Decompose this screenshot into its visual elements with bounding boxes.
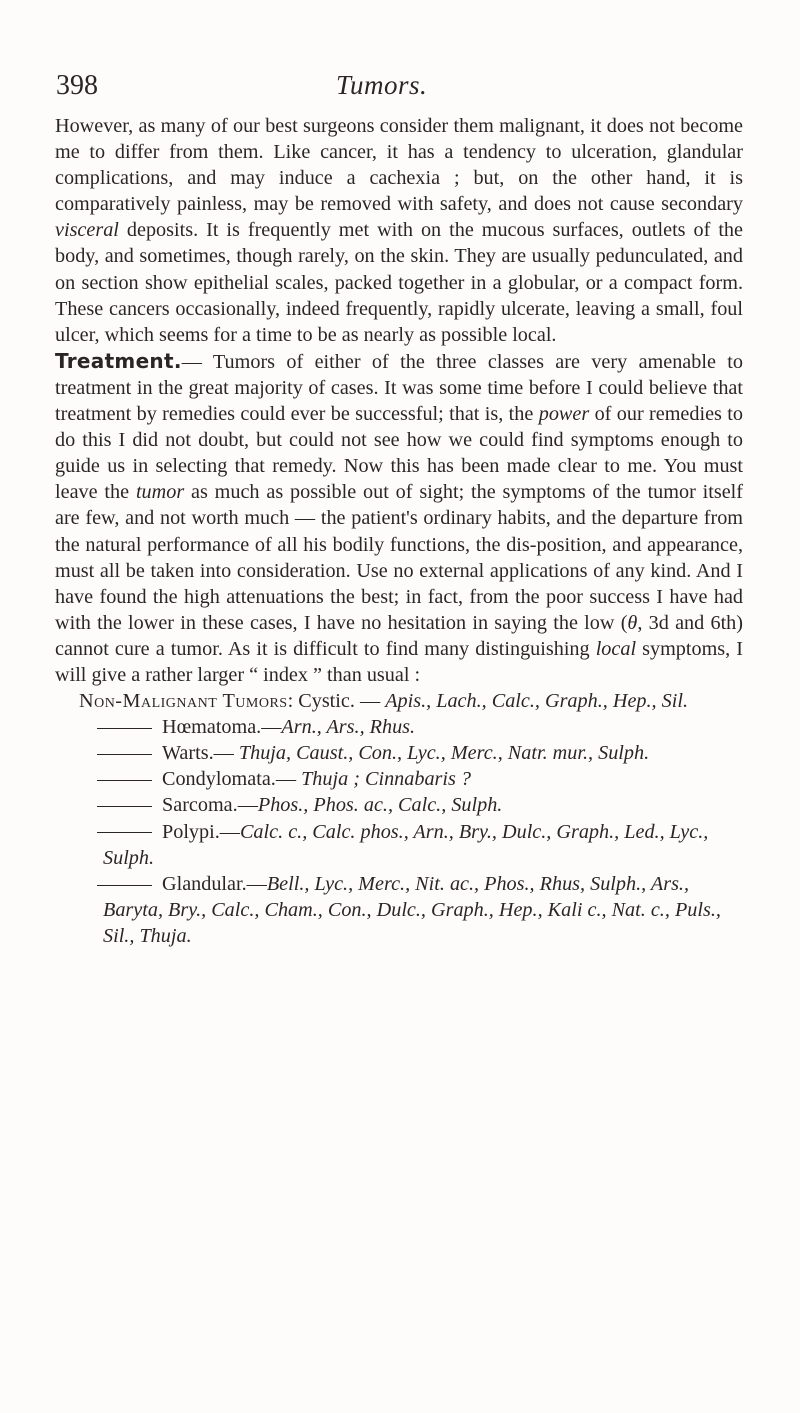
index-entry: Glandular.—Bell., Lyc., Merc., Nit. ac., Phos., Rhus, Sulph., Ars., Baryta, Bry., Calc., Cham., Con., Dulc., Graph., Hep., Kali c., Nat. c., Puls., Sil., Thuja. [55,871,743,949]
page-header [0,70,800,110]
paragraph-treatment: Treatment.— Tumors of either of the three classes are very amenable to treatment in the great majority of cases. It was some time before I could believe that treatment by remedies could ever be successful; that is, the power of our remedies to do this I did not doubt, but could not see how we could find symptoms enough to guide us in selecting that remedy. Now this has been made clear to me. You must leave the tumor as much as possible out of sight; the symptoms of the tumor itself are few, and not worth much — the patient's ordinary habits, and the departure from the natural performance of all his bodily functions, the dis-position, and appearance, must all be taken into consideration. Use no external applications of any kind. And I have found the high attenuations the best; in fact, from the poor success I have had with the lower in these cases, I have no hesitation in saying the low (θ, 3d and 6th) cannot cure a tumor. As it is difficult to find many distinguishing local symptoms, I will give a rather larger “ index ” than usual : [55,348,744,686]
ditto-dash [97,754,152,755]
index-title: Non-Malignant Tumors [79,690,288,713]
index-entry: Sarcoma.—Phos., Phos. ac., Calc., Sulph. [55,792,743,818]
ditto-dash [97,780,152,781]
ditto-dash [97,728,152,729]
running-head: Tumors. [336,70,428,100]
page-number: 398 [56,70,98,101]
ditto-dash [97,832,152,833]
ditto-dash [97,885,152,886]
index-entry: Polypi.—Calc. c., Calc. phos., Arn., Bry., Dulc., Graph., Led., Lyc., Sulph. [55,819,743,871]
index-entry: Condylomata.— Thuja ; Cinnabaris ? [55,766,743,792]
treatment-heading: Treatment. [55,348,182,373]
index-entry: Warts.— Thuja, Caust., Con., Lyc., Merc., Natr. mur., Sulph. [55,740,743,766]
ditto-dash [97,806,152,807]
body-text [55,113,743,949]
index-entry-cystic: Non-Malignant Tumors: Cystic. — Apis., Lach., Calc., Graph., Hep., Sil. [79,690,688,713]
index-entry: Hœmatoma.—Arn., Ars., Rhus. [55,714,743,740]
paragraph-intro: However, as many of our best surgeons consider them malignant, it does not become me to differ from them. Like cancer, it has a tendency to ulceration, glandular complications, and may induce a cachexia ; but, on the other hand, it is comparatively painless, may be removed with safety, and does not cause secondary visceral deposits. It is frequently met with on the mucous surfaces, outlets of the body, and sometimes, though rarely, on the skin. They are usually pedunculated, and on section show epithelial scales, packed together in a globular, or a compact form. These cancers occasionally, indeed frequently, rapidly ulcerate, leaving a small, foul ulcer, which seems for a time to be as nearly as possible local. [55,115,743,346]
